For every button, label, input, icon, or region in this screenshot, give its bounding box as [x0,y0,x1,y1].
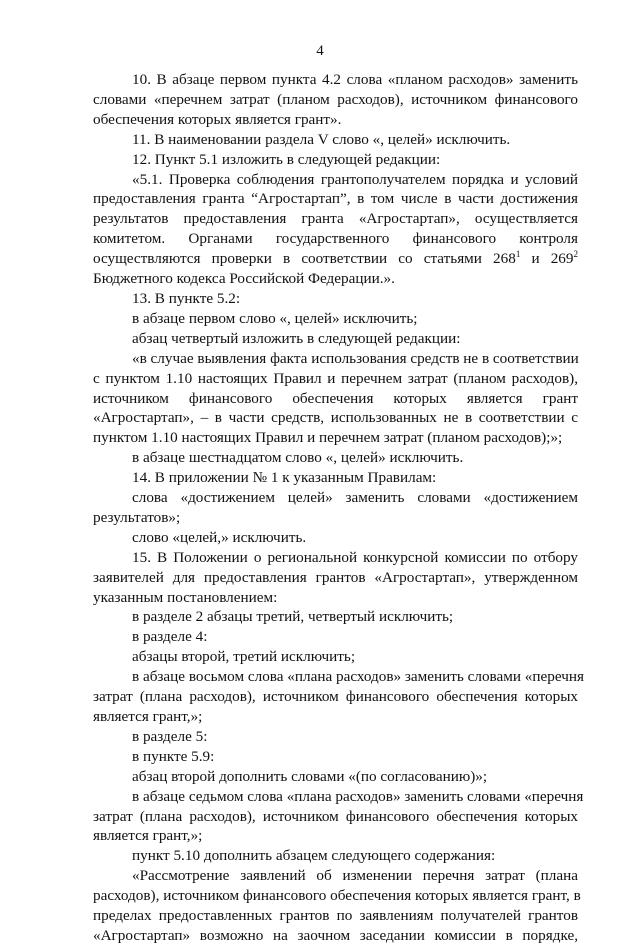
text-line: слова «достижением целей» заменить словами «достижением [132,489,578,507]
paragraph-14-a [93,488,578,528]
text-line: затрат (плана расходов), источником финансового обеспечения которых [93,807,578,825]
text-line: является грант,»; [93,827,203,845]
text-line: с пунктом 1.10 настоящих Правил и перечнем затрат (планом расходов), [93,369,578,387]
page-number: 4 [316,43,324,59]
text-line: абзац второй дополнить словами «(по согласованию)»; [132,767,488,785]
text-line: абзацы второй, третий исключить; [132,648,356,666]
text-line: в абзаце первом слово «, целей» исключить; [132,309,418,327]
text-line: в разделе 2 абзацы третий, четвертый исключить; [132,608,454,626]
text-line: комитетом. Органами государственного финансового контроля [93,230,578,248]
paragraph-15-c [93,647,578,667]
text-line: «Агростартап», – в части средств, использованных не в соответствии с [93,409,578,427]
text-line: 10. В абзаце первом пункта 4.2 слова «планом расходов» заменить [132,71,578,88]
text-line: в абзаце седьмом слова «плана расходов» заменить словами «перечня [132,787,584,805]
paragraph-15-b [93,627,578,647]
paragraph-15-a [93,607,578,627]
text-line: источником финансового обеспечения которых является грант [93,389,578,407]
paragraph-11 [93,130,578,150]
text-line: абзац четвертый изложить в следующей редакции: [132,329,461,347]
text-line: слово «целей,» исключить. [132,528,307,546]
text-line: пунктом 1.10 настоящих Правил и перечнем затрат (планом расходов);»; [93,429,563,447]
paragraph-15-h [93,787,584,847]
paragraph-14 [93,468,578,488]
document-body [93,70,584,946]
text-line: в абзаце шестнадцатом слово «, целей» исключить. [132,449,464,467]
text-line: в разделе 5: [132,727,208,745]
text-line: указанным постановлением: [93,588,278,606]
text-line: пределах предоставленных грантов по заявлениям получателей грантов [93,907,578,925]
paragraph-10 [93,70,578,130]
text-line: 13. В пункте 5.2: [132,289,241,307]
paragraph-12 [93,150,578,170]
paragraph-15 [93,548,578,608]
text-line: Бюджетного кодекса Российской Федерации.». [93,270,395,288]
paragraph-15-d [93,667,584,727]
text-line: в пункте 5.9: [132,747,215,765]
paragraph-13-quote [93,349,578,449]
text-line: «5.1. Проверка соблюдения грантополучателем порядка и условий [132,170,578,188]
text-line-with-superscripts [93,249,578,269]
paragraph-13-a [93,309,578,329]
text-line: результатов предоставления гранта «Агростартап», осуществляется [93,210,578,228]
text-line: результатов»; [93,508,181,526]
superscript-2: 2 [573,249,578,260]
text-line: в абзаце восьмом слова «плана расходов» заменить словами «перечня [132,668,584,686]
paragraph-15-g [93,767,578,787]
text-line: обеспечения которых является грант». [93,110,342,128]
paragraph-15-i [93,846,578,866]
text-line: является грант,»; [93,708,203,725]
paragraph-13-c [93,448,578,468]
text-line: «Рассмотрение заявлений об изменении перечня затрат (плана [132,867,578,885]
text-line: пункт 5.10 дополнить абзацем следующего содержания: [132,847,496,865]
text-segment: осуществляются проверки в соответствии со статьями 268 [93,250,516,268]
text-line: предоставления гранта “Агростартап”, в том числе в части достижения [93,190,578,208]
paragraph-15-f [93,747,578,767]
paragraph-15-e [93,727,578,747]
text-line: 12. Пункт 5.1 изложить в следующей редакции: [132,150,441,168]
superscript-1: 1 [515,249,521,260]
text-line: затрат (плана расходов), источником финансового обеспечения которых [93,688,578,706]
text-line: 14. В приложении № 1 к указанным Правилам: [132,469,437,487]
paragraph-13 [93,289,578,309]
text-line: «в случае выявления факта использования средств не в соответствии [132,349,579,367]
paragraph-14-b [93,528,578,548]
paragraph-15-quote [93,866,581,946]
text-line: в разделе 4: [132,628,208,646]
paragraph-5-1-quote [93,170,578,289]
text-line: заявителей для предоставления грантов «Агростартап», утвержденном [93,568,578,586]
text-line: словами «перечнем затрат (планом расходов), источником финансового [93,90,578,108]
text-line: расходов), источником финансового обеспечения которых является грант, в [93,887,581,905]
paragraph-13-b [93,329,578,349]
text-line: «Агростартап» возможно на заочном заседании комиссии в порядке, [93,926,578,944]
text-line: 15. В Положении о региональной конкурсной комиссии по отбору [132,548,578,566]
text-line: 11. В наименовании раздела V слово «, целей» исключить. [132,130,511,148]
text-segment: и 269 [520,250,574,268]
